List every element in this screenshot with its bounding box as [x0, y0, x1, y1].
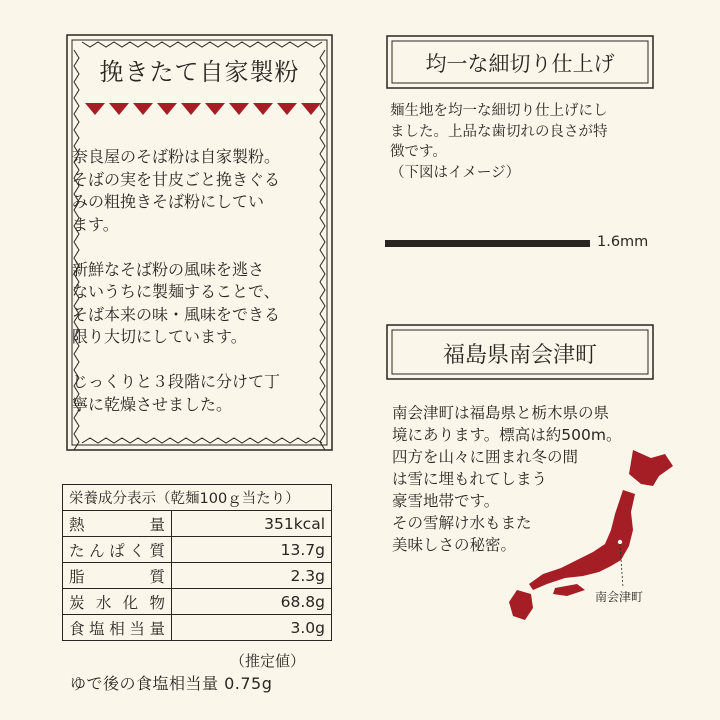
- town-description: 南会津町は福島県と栃木県の県 境にあります。標高は約500m。 四方を山々に囲まれ冬の間 は雪に埋もれてしまう 豪雪地帯です。 その雪解け水もまた 美味しさの秘密。: [392, 404, 622, 554]
- title-box-cut: [385, 34, 655, 90]
- map-label: 南会津町: [595, 590, 644, 604]
- table-row: [63, 589, 332, 615]
- nutrient-label: 食塩相当量: [63, 615, 172, 641]
- nutrition-table: [62, 484, 332, 641]
- table-row: [63, 563, 332, 589]
- nutrition-header: 栄養成分表示（乾麺100ｇ当たり）: [63, 485, 332, 511]
- noodle-width-bar: [385, 240, 590, 247]
- triangle-ornament: [85, 103, 105, 115]
- triangle-ornament: [157, 103, 177, 115]
- zigzag-border: [82, 42, 322, 47]
- table-row: [63, 537, 332, 563]
- nutrient-value: 2.3g: [172, 563, 332, 589]
- left-panel-text: 奈良屋のそば粉は自家製粉。 そばの実を甘皮ごと挽きぐる みの粗挽きそば粉にしてい ます。 新鮮なそば粉の風味を逃さ ないうちに製麺することで、 そば本来の味・風味をできる 限り大切にしています。 じっくりと３段階に分けて丁 寧に乾燥させました。: [72, 147, 281, 414]
- cut-title: 均一な細切り仕上げ: [425, 52, 615, 76]
- nutrient-label: たんぱく質: [63, 537, 172, 563]
- nutrient-value: 3.0g: [172, 615, 332, 641]
- table-row: [63, 615, 332, 641]
- triangle-ornament: [229, 103, 249, 115]
- nutrient-value: 351kcal: [172, 511, 332, 537]
- title-box-town: [385, 323, 655, 381]
- triangle-ornament: [181, 103, 201, 115]
- triangle-divider: [83, 102, 323, 116]
- japan-map-icon: [505, 448, 680, 628]
- town-title: 福島県南会津町: [442, 343, 597, 368]
- triangle-ornament: [205, 103, 225, 115]
- triangle-ornament: [301, 103, 321, 115]
- nutrient-label: 炭水化物: [63, 589, 172, 615]
- nutrient-value: 68.8g: [172, 589, 332, 615]
- triangle-ornament: [109, 103, 129, 115]
- table-row: [63, 511, 332, 537]
- noodle-width-label: 1.6mm: [597, 234, 649, 250]
- nutrient-label: 熱量: [63, 511, 172, 537]
- left-panel-title: 挽きたて自家製粉: [99, 58, 300, 86]
- nutrient-label: 脂質: [63, 563, 172, 589]
- zigzag-border: [82, 438, 322, 443]
- estimate-note: （推定値）: [230, 652, 306, 670]
- location-dot-icon: [618, 540, 622, 544]
- triangle-ornament: [133, 103, 153, 115]
- cut-description: 麺生地を均一な細切り仕上げにし ました。上品な歯切れの良さが特 徴です。 （下図はイメージ）: [390, 103, 608, 181]
- triangle-ornament: [253, 103, 273, 115]
- boiled-salt-note: ゆで後の食塩相当量 0.75g: [70, 674, 273, 693]
- triangle-ornament: [277, 103, 297, 115]
- nutrient-value: 13.7g: [172, 537, 332, 563]
